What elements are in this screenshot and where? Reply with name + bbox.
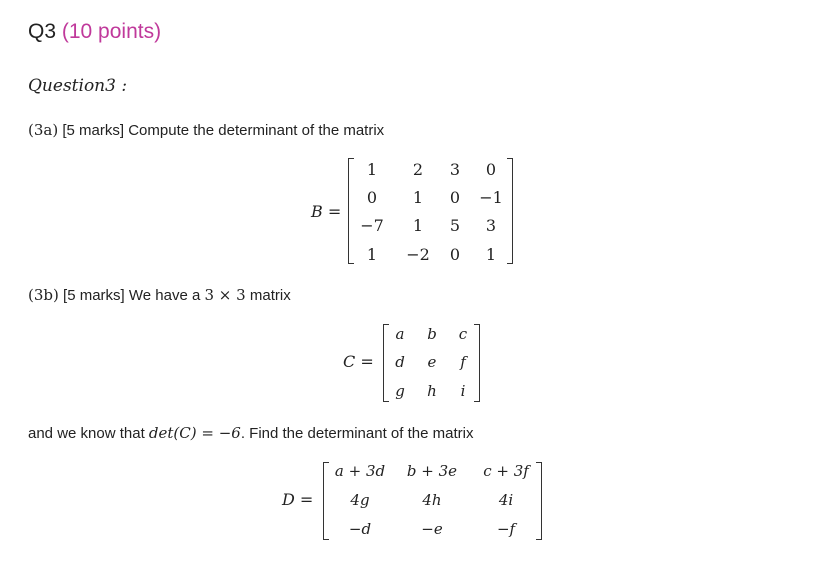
matrix-c-cell-2-1: h (427, 382, 437, 400)
matrix-d-label: D = (282, 490, 314, 509)
matrix-b-cell-3-2: 0 (449, 245, 461, 264)
known-math: det(C) = −6 (148, 424, 241, 442)
matrix-b-cell-2-3: 3 (485, 216, 497, 235)
matrix-d-cell-1-0: 4g (350, 491, 370, 509)
matrix-b-cell-0-2: 3 (449, 160, 461, 179)
question-points: (10 points) (61, 20, 162, 43)
matrix-b-cell-2-2: 5 (449, 216, 461, 235)
part-b-text2: matrix (245, 287, 291, 304)
matrix-d-cell-0-2: c + 3f (483, 462, 529, 480)
matrix-c-label: C = (343, 352, 374, 371)
known-statement (28, 424, 473, 442)
matrix-b-cell-0-0: 1 (366, 160, 378, 179)
matrix-b-cell-1-0: 0 (366, 188, 378, 207)
matrix-c-cell-2-2: i (460, 382, 466, 400)
matrix-b-cell-3-1: −2 (406, 245, 430, 264)
question-title (28, 20, 161, 44)
matrix-c-cell-2-0: g (395, 382, 405, 400)
part-a-tag: (3a) (28, 121, 59, 139)
matrix-c-cell-0-2: c (458, 325, 468, 343)
matrix-b-left-bracket (348, 158, 354, 264)
matrix-c-cell-0-1: b (427, 325, 437, 343)
matrix-b-cell-1-3: −1 (479, 188, 503, 207)
matrix-b-cell-3-3: 1 (485, 245, 497, 264)
matrix-d-cell-0-1: b + 3e (406, 462, 458, 480)
matrix-b-cell-2-1: 1 (412, 216, 424, 235)
part-a-prompt (28, 121, 384, 139)
matrix-b-right-bracket (507, 158, 513, 264)
part-b-prompt (28, 286, 291, 304)
matrix-d-cell-0-0: a + 3d (334, 462, 386, 480)
matrix-c-cell-1-2: f (460, 353, 466, 371)
part-b-tag: (3b) (28, 286, 59, 304)
matrix-b-cell-0-1: 2 (412, 160, 424, 179)
matrix-b-cell-3-0: 1 (366, 245, 378, 264)
part-b-size: 3 × 3 (204, 286, 246, 304)
question-number: Q3 (28, 20, 57, 43)
matrix-b-cell-0-3: 0 (485, 160, 497, 179)
matrix-b-label: B = (311, 202, 342, 221)
matrix-d-cell-2-2: −f (496, 520, 516, 538)
matrix-b-cell-1-1: 1 (412, 188, 424, 207)
part-b-text: [5 marks] We have a (58, 287, 205, 304)
matrix-c-cell-1-1: e (427, 353, 437, 371)
matrix-c-cell-0-0: a (395, 325, 405, 343)
part-a-text: [5 marks] Compute the determinant of the matrix (58, 122, 385, 139)
question-label: Question3 : (28, 76, 128, 96)
matrix-c-cell-1-0: d (395, 353, 405, 371)
matrix-d-cell-2-0: −d (348, 520, 372, 538)
known-pre: and we know that (28, 425, 149, 442)
known-post: . Find the determinant of the matrix (240, 425, 474, 442)
matrix-d-cell-1-2: 4i (498, 491, 514, 509)
matrix-b-cell-1-2: 0 (449, 188, 461, 207)
matrix-d-cell-2-1: −e (421, 520, 443, 538)
matrix-d-cell-1-1: 4h (422, 491, 442, 509)
matrix-b-cell-2-0: −7 (360, 216, 384, 235)
